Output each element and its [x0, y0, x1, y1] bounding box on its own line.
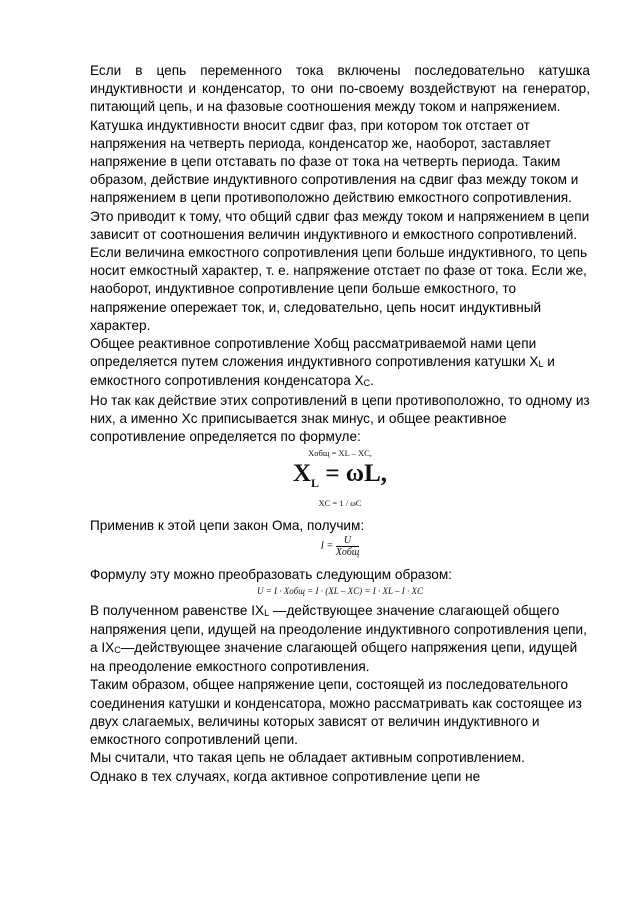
subscript-l-2: L: [264, 607, 270, 618]
paragraph-5-text-b: и емкостного сопротивления конденсатора X: [90, 354, 555, 389]
paragraph-5: [90, 335, 590, 392]
subscript-c: C: [363, 378, 371, 389]
formula-inductive-reactance: [90, 459, 590, 498]
subscript-c-2: C: [114, 645, 121, 656]
formula-ohms-law: [90, 535, 590, 558]
paragraph-9-text-b: —действующее значение слагающей общего напряжения цепи, идущей на преодоление индуктивного сопротивления цепи, а IX: [90, 602, 587, 656]
formula-reactance-total: Xобщ = XL – XC,: [308, 448, 372, 459]
paragraph-7: Применив к этой цепи закон Ома, получим:: [90, 518, 365, 534]
paragraph-8: Формулу эту можно преобразовать следующим образом:: [90, 567, 452, 583]
paragraph-5-text-c: .: [370, 373, 374, 389]
formula-denominator: Xобщ: [335, 547, 360, 559]
paragraph-3: Это приводит к тому, что общий сдвиг фаз между током и напряжением в цепи зависит от соотношения величин индуктивного и емкостного сопротивлений.: [90, 208, 590, 242]
paragraph-9-text-a: В полученном равенстве IX: [90, 602, 265, 618]
paragraph-11: Мы считали, что такая цепь не обладает активным сопротивлением.: [90, 750, 525, 766]
paragraph-2: Катушка индуктивности вносит сдвиг фаз, при котором ток отстает от напряжения на четверть периода, конденсатор же, наоборот, заставляет напряжение в цепи отставать по фазе от тока на четверть периода. Таким образом, действие индуктивного сопротивления на сдвиг фаз между током и напряжением в цепи противоположно действию емкостного сопротивления.: [90, 117, 579, 206]
formula-fraction: [336, 535, 360, 558]
formula-capacitive-reactance: XC = 1 / ωC: [318, 498, 362, 509]
formula-voltage-expansion: U = I · Xобщ = I · (XL – XC) = I · XL – I · XC: [256, 585, 424, 596]
paragraph-10: Таким образом, общее напряжение цепи, состоящей из последовательного соединения катушки и конденсатора, можно рассматривать как состоящее из двух слагаемых, величины которых зависят от величин индуктивного и емкостного сопротивлений цепи.: [90, 677, 582, 748]
paragraph-5-text-a: Общее реактивное сопротивление Хобщ рассматриваемой нами цепи определяется путем сложения индуктивного сопротивления катушки X: [90, 336, 539, 370]
subscript-l: L: [538, 359, 544, 370]
formula-x: X: [292, 460, 312, 488]
formula-numerator: U: [336, 535, 360, 547]
document-page: [90, 62, 590, 786]
paragraph-1: Если в цепь переменного тока включены последовательно катушка индуктивности и конденсатор, то они по-своему воздействуют на генератор, питающий цепь, и на фазовые соотношения между током и напряжением.: [90, 63, 590, 115]
formula-ohms-lhs: I =: [320, 540, 336, 552]
paragraph-6: Но так как действие этих сопротивлений в цепи противоположно, то одному из них, а именно Xc приписывается знак минус, и общее реактивное сопротивление определяется по формуле:: [90, 392, 590, 445]
paragraph-9-text-c: —действующее значение слагающей общего напряжения цепи, идущей на преодоление емкостного сопротивления.: [90, 640, 578, 675]
formula-x-sub: L: [311, 476, 320, 491]
paragraph-12: Однако в тех случаях, когда активное сопротивление цепи не: [90, 768, 481, 784]
paragraph-4: Если величина емкостного сопротивления цепи больше индуктивного, то цепь носит емкостный характер, т. е. напряжение отстает по фазе от тока. Если же, наоборот, индуктивное сопротивление цепи больше емкостного, то напряжение опережает ток, и, следовательно, цепь носит индуктивный характер.: [90, 245, 588, 333]
formula-rest: = ωL,: [319, 460, 388, 488]
paragraph-9: [90, 602, 590, 677]
